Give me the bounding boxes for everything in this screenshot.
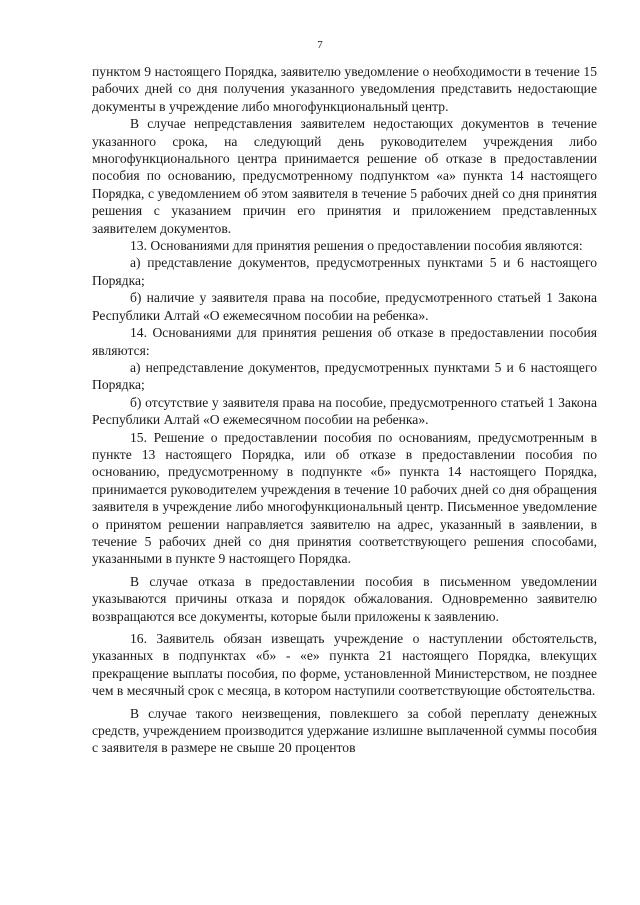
paragraph-8: б) отсутствие у заявителя права на пособие, предусмотренного статьей 1 Закона Республики Алтай «О ежемесячном пособии на ребенка». <box>92 394 597 428</box>
page-number: 7 <box>317 39 323 51</box>
paragraph-6: 14. Основаниями для принятия решения об отказе в предоставлении пособия являются: <box>92 325 597 358</box>
paragraph-12: В случае такого неизвещения, повлекшего за собой переплату денежных средств, учреждением производится удержание излишне выплаченной суммы пособия с заявителя в размере не свыше 20 процентов <box>92 705 597 756</box>
paragraph-11: 16. Заявитель обязан извещать учреждение о наступлении обстоятельств, указанных в подпунктах «б» - «е» пункта 21 настоящего Порядка, влекущих прекращение выплаты пособия, по форме, установленной Министерством, не позднее чем в месячный срок с месяца, в котором наступили соответствующие обстоятельства. <box>92 631 597 699</box>
paragraph-9: 15. Решение о предоставлении пособия по основаниям, предусмотренным в пункте 13 настоящего Порядка, или об отказе в предоставлении пособия по основанию, предусмотренному в подпункте «б» пункта 14 настоящего Порядка, принимается руководителем учреждения в течение 10 рабочих дней со дня обращения заявителя в учреждение либо многофункциональный центр. Письменное уведомление о принятом решении направляется заявителю на адрес, указанный в заявлении, в течение 5 рабочих дней со дня принятия соответствующего решения способами, указанными в пункте 9 настоящего Порядка. <box>92 429 597 567</box>
paragraph-7: а) непредставление документов, предусмотренных пунктами 5 и 6 настоящего Порядка; <box>92 359 597 393</box>
document-body <box>92 63 597 757</box>
paragraph-4: а) представление документов, предусмотренных пунктами 5 и 6 настоящего Порядка; <box>92 255 597 288</box>
paragraph-5: б) наличие у заявителя права на пособие, предусмотренного статьей 1 Закона Республики Алтай «О ежемесячном пособии на ребенка». <box>92 290 597 323</box>
paragraph-1: пунктом 9 настоящего Порядка, заявителю уведомление о необходимости в течение 15 рабочих дней со дня получения указанного уведомления представить недостающие документы в учреждение либо многофункциональный центр. <box>92 64 597 114</box>
paragraph-10: В случае отказа в предоставлении пособия в письменном уведомлении указываются причины отказа и порядок обжалования. Одновременно заявителю возвращаются все документы, которые были приложены к заявлению. <box>92 573 597 624</box>
paragraph-3: 13. Основаниями для принятия решения о предоставлении пособия являются: <box>130 238 583 254</box>
paragraph-2: В случае непредставления заявителем недостающих документов в течение указанного срока, на следующий день руководителем учреждения либо многофункционального центра принимается решение об отказе в предоставлении пособия по основанию, предусмотренному подпунктом «а» пункта 14 настоящего Порядка, с уведомлением об этом заявителя в течение 5 рабочих дней со дня принятия решения с указанием причин его принятия и приложением представленных заявителем документов. <box>92 116 597 236</box>
